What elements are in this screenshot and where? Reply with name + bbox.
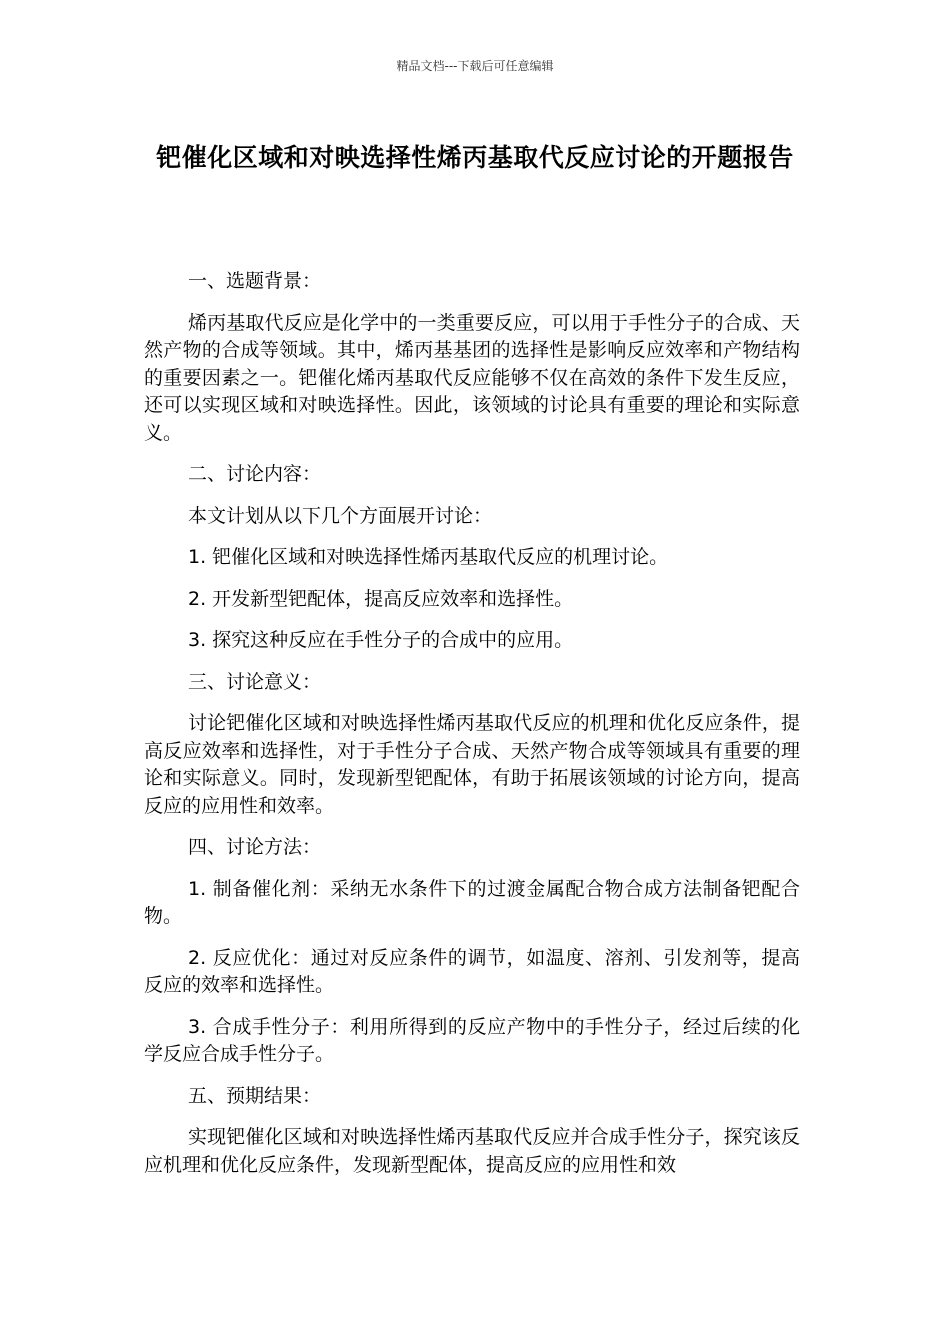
paragraph-significance: 讨论钯催化区域和对映选择性烯丙基取代反应的机理和优化反应条件，提高反应效率和选择性，对于手性分子合成、天然产物合成等领域具有重要的理论和实际意义。同时，发现新型钯配体，有助于拓展该领域的讨论方向，提高反应的应用性和效率。 <box>144 712 800 817</box>
list-item-content-2: 2. 开发新型钯配体，提高反应效率和选择性。 <box>188 587 574 610</box>
section-heading-significance: 三、讨论意义： <box>188 670 322 693</box>
list-item-method-3: 3. 合成手性分子：利用所得到的反应产物中的手性分子，经过后续的化学反应合成手性分子。 <box>144 1015 800 1065</box>
page-header-watermark: 精品文档---下载后可任意编辑 <box>396 59 554 73</box>
document-body <box>144 268 800 1193</box>
section-heading-methods: 四、讨论方法： <box>188 836 322 858</box>
list-item-content-1: 1. 钯催化区域和对映选择性烯丙基取代反应的机理讨论。 <box>188 546 669 568</box>
document-title: 钯催化区域和对映选择性烯丙基取代反应讨论的开题报告 <box>156 143 794 172</box>
paragraph-content-intro: 本文计划从以下几个方面展开讨论： <box>188 504 493 527</box>
list-item-method-2: 2. 反应优化：通过对反应条件的调节，如温度、溶剂、引发剂等，提高反应的效率和选择性。 <box>144 946 800 996</box>
section-heading-background: 一、选题背景： <box>188 270 322 292</box>
paragraph-expected-results: 实现钯催化区域和对映选择性烯丙基取代反应并合成手性分子，探究该反应机理和优化反应条件，发现新型配体，提高反应的应用性和效 <box>144 1126 800 1176</box>
list-item-content-3: 3. 探究这种反应在手性分子的合成中的应用。 <box>188 629 574 651</box>
section-heading-content: 二、讨论内容： <box>188 463 322 485</box>
paragraph-background: 烯丙基取代反应是化学中的一类重要反应，可以用于手性分子的合成、天然产物的合成等领域。其中，烯丙基基团的选择性是影响反应效率和产物结构的重要因素之一。钯催化烯丙基取代反应能够不仅在高效的条件下发生反应，还可以实现区域和对映选择性。因此，该领域的讨论具有重要的理论和实际意义。 <box>144 311 800 444</box>
section-heading-expected-results: 五、预期结果： <box>188 1084 322 1107</box>
list-item-method-1: 1. 制备催化剂：采纳无水条件下的过渡金属配合物合成方法制备钯配合物。 <box>144 877 800 927</box>
